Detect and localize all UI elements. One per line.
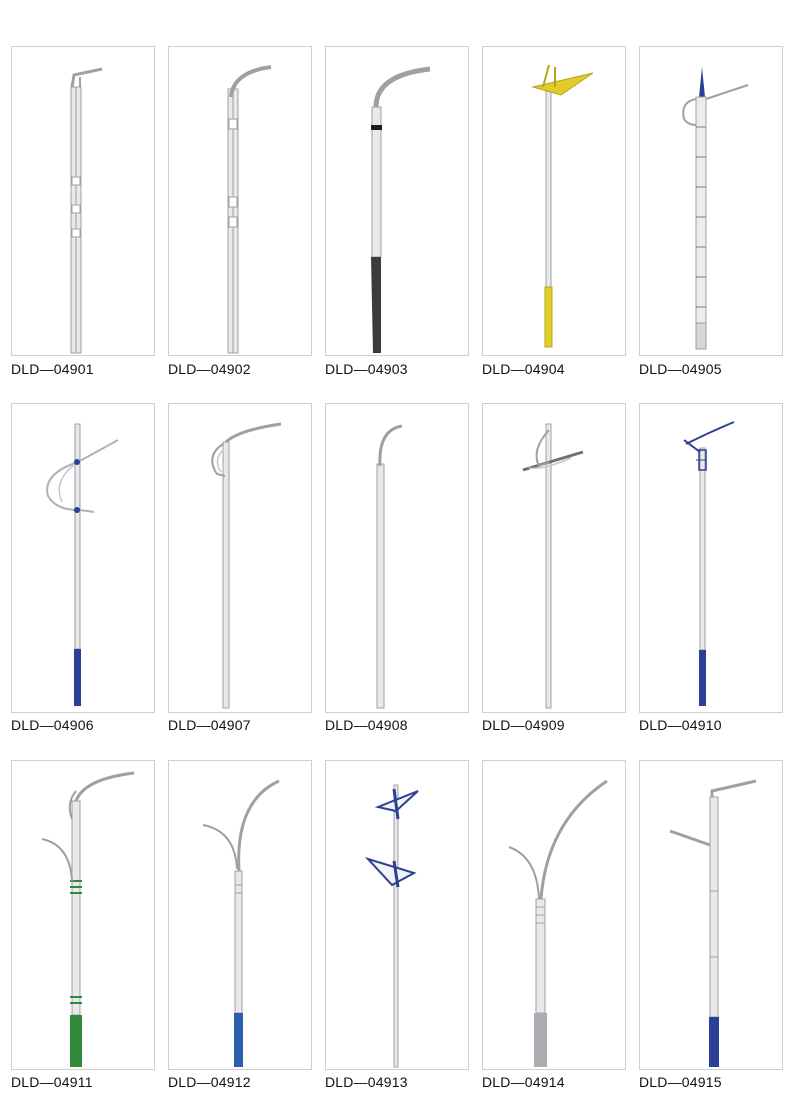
- street-lamp-pole-illustration: [483, 404, 627, 714]
- product-code: DLD—04910: [639, 717, 722, 733]
- street-lamp-pole-illustration: [326, 47, 470, 357]
- product-card-04904: [482, 46, 626, 356]
- product-card-04915: [639, 760, 783, 1070]
- product-card-04914: [482, 760, 626, 1070]
- pole-base: [534, 1013, 547, 1067]
- product-card-04902: [168, 46, 312, 356]
- pole-base: [371, 257, 381, 353]
- product-card-04910: [639, 403, 783, 713]
- product-code: DLD—04913: [325, 1074, 408, 1090]
- product-code: DLD—04907: [168, 717, 251, 733]
- pole-base: [709, 1017, 719, 1067]
- product-code: DLD—04903: [325, 361, 408, 377]
- street-lamp-pole-illustration: [326, 761, 470, 1071]
- product-card-04907: [168, 403, 312, 713]
- street-lamp-pole-illustration: [169, 404, 313, 714]
- product-card-04913: [325, 760, 469, 1070]
- product-code: DLD—04914: [482, 1074, 565, 1090]
- product-card-04901: [11, 46, 155, 356]
- street-lamp-pole-illustration: [326, 404, 470, 714]
- street-lamp-pole-illustration: [12, 404, 156, 714]
- product-code: DLD—04901: [11, 361, 94, 377]
- pole-base: [234, 1013, 243, 1067]
- product-code: DLD—04915: [639, 1074, 722, 1090]
- street-lamp-pole-illustration: [483, 761, 627, 1071]
- street-lamp-pole-illustration: [640, 404, 784, 714]
- product-card-04906: [11, 403, 155, 713]
- product-code: DLD—04905: [639, 361, 722, 377]
- product-code: DLD—04906: [11, 717, 94, 733]
- product-card-04905: [639, 46, 783, 356]
- product-card-04903: [325, 46, 469, 356]
- product-code: DLD—04909: [482, 717, 565, 733]
- pole-base: [70, 1015, 82, 1067]
- product-card-04908: [325, 403, 469, 713]
- product-code: DLD—04908: [325, 717, 408, 733]
- street-lamp-pole-illustration: [640, 47, 784, 357]
- product-code: DLD—04912: [168, 1074, 251, 1090]
- street-lamp-pole-illustration: [640, 761, 784, 1071]
- street-lamp-pole-illustration: [483, 47, 627, 357]
- product-card-04909: [482, 403, 626, 713]
- street-lamp-pole-illustration: [169, 47, 313, 357]
- product-code: DLD—04904: [482, 361, 565, 377]
- street-lamp-pole-illustration: [12, 47, 156, 357]
- pole-base: [699, 650, 706, 706]
- product-code: DLD—04902: [168, 361, 251, 377]
- product-card-04911: [11, 760, 155, 1070]
- product-code: DLD—04911: [11, 1074, 93, 1090]
- street-lamp-pole-illustration: [12, 761, 156, 1071]
- product-card-04912: [168, 760, 312, 1070]
- street-lamp-pole-illustration: [169, 761, 313, 1071]
- pole-base: [545, 287, 552, 347]
- pole-base: [74, 649, 81, 706]
